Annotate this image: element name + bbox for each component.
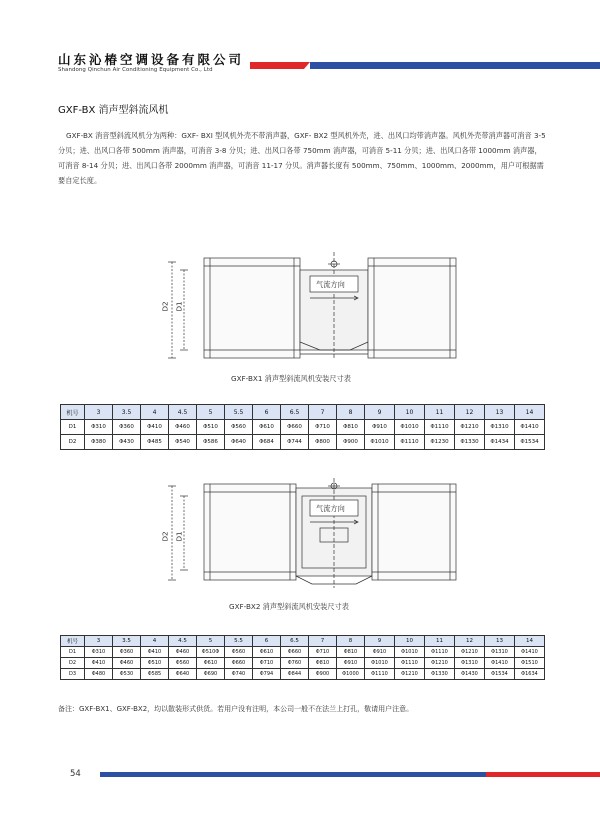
bx2-installation-drawing (160, 478, 460, 590)
bx2-table-header (61, 636, 545, 647)
table-cell: Φ810 (337, 647, 365, 658)
table-cell: Φ660 (281, 420, 309, 435)
table-cell: 机号 (61, 636, 85, 647)
table-cell: 3.5 (113, 636, 141, 647)
table-cell: Φ684 (253, 435, 281, 450)
table-cell: Φ660 (281, 647, 309, 658)
company-name-en: Shandong Qinchun Air Conditioning Equipment Co., Ltd (58, 67, 213, 73)
table-cell: Φ640 (169, 669, 197, 680)
table-cell: 4.5 (169, 636, 197, 647)
table-row (61, 658, 545, 669)
table-cell: Φ1110 (425, 420, 455, 435)
table-cell: Φ560 (225, 420, 253, 435)
table-cell: Φ1010 (395, 647, 425, 658)
table-cell: 6 (253, 636, 281, 647)
table-cell: Φ744 (281, 435, 309, 450)
bx1-d2-label: D2 (160, 301, 170, 312)
table-cell: 9 (365, 405, 395, 420)
table-cell: 9 (365, 636, 395, 647)
table-cell: Φ310 (85, 647, 113, 658)
table-cell: Φ1010 (395, 420, 425, 435)
table-cell: Φ1534 (515, 435, 545, 450)
table-cell: Φ794 (253, 669, 281, 680)
bx1-installation-drawing (160, 250, 460, 362)
table-cell: Φ510Φ (197, 647, 225, 658)
table-cell: 5 (197, 405, 225, 420)
table-cell: Φ380 (85, 435, 113, 450)
table-cell: 11 (425, 636, 455, 647)
table-cell: Φ900 (337, 435, 365, 450)
section-intro: GXF-BX 消音型斜流风机分为两种：GXF- BXI 型风机外壳不带消声器，GXF- BX2 型风机外壳，进、出风口均带消声器。风机外壳带消声器可消音 3-5 分贝；进、出风口各带 500mm 消声器，可消音 3-8 分贝；进、出风口各带 750mm 消声器，可消音 5-11 分贝；进、出风口各带 1000mm 消声器，可消音 8-14 分贝；进、出风口各带 2000mm 消声器，可消音 11-17 分贝。消声器长度有 500mm、750mm、1000mm、2000mm，用户可根据需要自定长度。 (58, 131, 546, 185)
table-cell: Φ560 (169, 658, 197, 669)
table-cell: Φ360 (113, 420, 141, 435)
table-cell: Φ1010 (365, 658, 395, 669)
table-cell: D2 (61, 435, 85, 450)
table-cell: Φ900 (309, 669, 337, 680)
page-number: 54 (70, 769, 81, 779)
table-cell: 6.5 (281, 636, 309, 647)
table-cell: D1 (61, 647, 85, 658)
table-cell: Φ1310 (455, 658, 485, 669)
bx2-flow-direction: 气流方向 (316, 504, 345, 513)
table-cell: 14 (515, 636, 545, 647)
table-row (61, 647, 545, 658)
table-cell: Φ1210 (455, 647, 485, 658)
table-cell: Φ586 (197, 435, 225, 450)
table-cell: 6 (253, 405, 281, 420)
table-cell: 10 (395, 636, 425, 647)
table-cell: 7 (309, 405, 337, 420)
table-cell: D1 (61, 420, 85, 435)
table-cell: Φ810 (337, 420, 365, 435)
table-cell: Φ710 (309, 420, 337, 435)
table-cell: Φ360 (113, 647, 141, 658)
table-cell: 5 (197, 636, 225, 647)
table-row (61, 420, 545, 435)
table-cell: 4 (141, 405, 169, 420)
table-cell: Φ460 (113, 658, 141, 669)
table-cell: Φ1110 (395, 658, 425, 669)
table-cell: 12 (455, 636, 485, 647)
bx2-caption: GXF-BX2 消声型斜流风机安装尺寸表 (229, 602, 349, 611)
table-cell: 3 (85, 405, 113, 420)
table-cell: Φ1010 (365, 435, 395, 450)
table-cell: Φ710 (253, 658, 281, 669)
bx1-caption: GXF-BX1 消声型斜流风机安装尺寸表 (231, 374, 351, 383)
table-cell: Φ510 (141, 658, 169, 669)
table-cell: Φ1110 (425, 647, 455, 658)
table-cell: Φ690 (197, 669, 225, 680)
table-cell: Φ540 (169, 435, 197, 450)
table-cell: Φ460 (169, 647, 197, 658)
table-cell: Φ1230 (425, 435, 455, 450)
footer-red-bar (486, 772, 600, 777)
table-cell: Φ485 (141, 435, 169, 450)
bx1-flow-direction: 气流方向 (316, 280, 345, 289)
table-cell: Φ910 (337, 658, 365, 669)
table-cell: 3.5 (113, 405, 141, 420)
table-cell: Φ460 (169, 420, 197, 435)
table-cell: D2 (61, 658, 85, 669)
table-cell: Φ510 (197, 420, 225, 435)
table-cell: Φ310 (85, 420, 113, 435)
table-cell: Φ710 (309, 647, 337, 658)
table-cell: Φ1210 (455, 420, 485, 435)
section-title: GXF-BX 消声型斜流风机 (58, 105, 169, 116)
header-blue-bar (310, 62, 600, 69)
company-name-cn: 山东沁椿空调设备有限公司 (58, 52, 245, 67)
table-cell: 8 (337, 636, 365, 647)
table-cell: Φ1430 (455, 669, 485, 680)
table-cell: Φ1310 (485, 647, 515, 658)
table-cell: Φ585 (141, 669, 169, 680)
table-cell: Φ410 (85, 658, 113, 669)
table-cell: Φ1510 (515, 658, 545, 669)
table-cell: 13 (485, 405, 515, 420)
table-cell: Φ1310 (485, 420, 515, 435)
bx1-dimension-table (60, 404, 545, 450)
table-cell: Φ800 (309, 435, 337, 450)
table-cell: D3 (61, 669, 85, 680)
table-cell: Φ1534 (485, 669, 515, 680)
table-cell: Φ1110 (395, 435, 425, 450)
bx2-d1-label: D1 (174, 531, 184, 542)
bx2-dimension-table (60, 635, 545, 680)
table-cell: 机号 (61, 405, 85, 420)
table-cell: Φ1410 (515, 647, 545, 658)
table-cell: 12 (455, 405, 485, 420)
table-cell: Φ910 (365, 420, 395, 435)
table-cell: Φ640 (225, 435, 253, 450)
table-cell: Φ1000 (337, 669, 365, 680)
table-cell: 11 (425, 405, 455, 420)
table-cell: Φ430 (113, 435, 141, 450)
table-cell: Φ1410 (485, 658, 515, 669)
table-cell: Φ410 (141, 420, 169, 435)
table-cell: Φ844 (281, 669, 309, 680)
bx1-table-header (61, 405, 545, 420)
table-cell: Φ410 (141, 647, 169, 658)
table-cell: Φ810 (309, 658, 337, 669)
table-cell: Φ610 (197, 658, 225, 669)
table-cell: Φ1634 (515, 669, 545, 680)
table-cell: Φ530 (113, 669, 141, 680)
table-cell: Φ480 (85, 669, 113, 680)
table-cell: Φ910 (365, 647, 395, 658)
table-cell: Φ1410 (515, 420, 545, 435)
table-cell: 8 (337, 405, 365, 420)
header-red-bar (250, 62, 304, 69)
table-cell: Φ610 (253, 647, 281, 658)
table-cell: Φ610 (253, 420, 281, 435)
table-cell: 4 (141, 636, 169, 647)
table-cell: Φ1210 (425, 658, 455, 669)
bx2-d2-label: D2 (160, 531, 170, 542)
table-cell: 10 (395, 405, 425, 420)
table-cell: Φ740 (225, 669, 253, 680)
table-cell: Φ1210 (395, 669, 425, 680)
table-cell: 5.5 (225, 405, 253, 420)
table-cell: 6.5 (281, 405, 309, 420)
table-cell: Φ1434 (485, 435, 515, 450)
table-cell: 5.5 (225, 636, 253, 647)
table-cell: Φ1330 (455, 435, 485, 450)
table-cell: 13 (485, 636, 515, 647)
table-cell: Φ1330 (425, 669, 455, 680)
table-cell: Φ660 (225, 658, 253, 669)
table-cell: Φ1110 (365, 669, 395, 680)
bx1-d1-label: D1 (174, 301, 184, 312)
note: 备注：GXF-BX1、GXF-BX2，均以散装形式供货。若用户没有注明，本公司一般不在法兰上打孔，敬请用户注意。 (58, 705, 414, 713)
table-cell: 3 (85, 636, 113, 647)
table-cell: 14 (515, 405, 545, 420)
table-cell: Φ760 (281, 658, 309, 669)
footer-blue-bar (100, 772, 486, 777)
table-cell: 4.5 (169, 405, 197, 420)
table-cell: 7 (309, 636, 337, 647)
table-row (61, 669, 545, 680)
table-cell: Φ560 (225, 647, 253, 658)
table-row (61, 435, 545, 450)
